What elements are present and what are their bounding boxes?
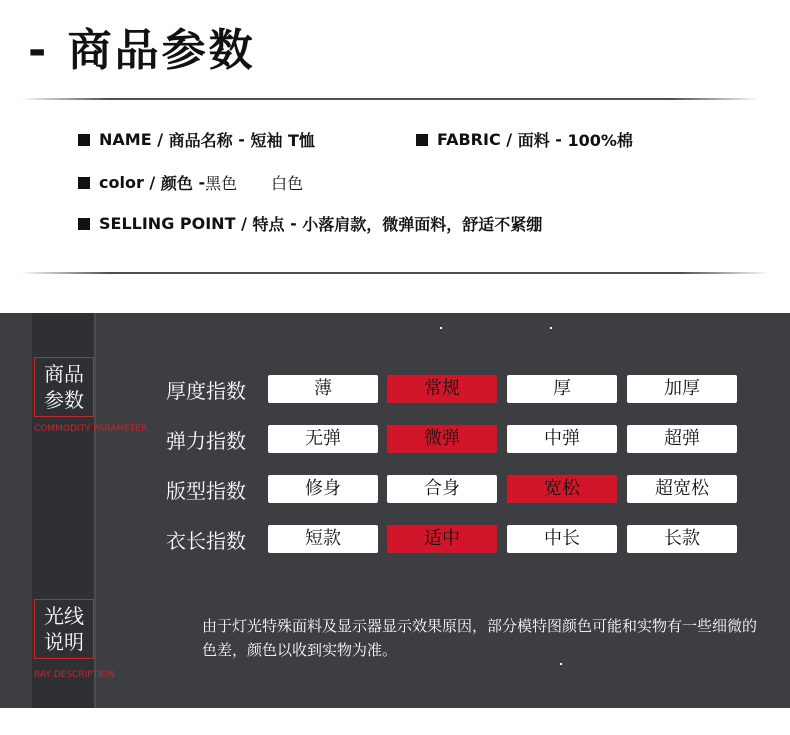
spec-selling-dash: - — [290, 214, 297, 233]
spec-fabric — [416, 128, 633, 151]
row-label-thickness: 厚度指数 — [166, 379, 246, 403]
option-elasticity-slight: 微弹 — [387, 425, 497, 453]
spec-fabric-slash: / — [506, 130, 513, 149]
option-elasticity-medium: 中弹 — [507, 425, 617, 453]
spec-selling-point — [78, 212, 542, 235]
option-elasticity-none: 无弹 — [268, 425, 378, 453]
option-thickness-thick: 厚 — [507, 375, 617, 403]
option-fit-regular: 合身 — [387, 475, 497, 503]
option-length-long: 长款 — [627, 525, 737, 553]
spec-color-key: color — [99, 173, 144, 192]
option-fit-slim: 修身 — [268, 475, 378, 503]
option-fit-extra-loose: 超宽松 — [627, 475, 737, 503]
spec-fabric-value: 100%棉 — [567, 131, 633, 150]
dust-dot — [440, 327, 442, 329]
spec-color — [78, 171, 303, 194]
spec-color-cn-key: 颜色 — [160, 174, 193, 193]
square-bullet-icon — [78, 177, 90, 189]
spec-fabric-key: FABRIC — [437, 130, 501, 149]
title-area — [0, 0, 790, 100]
option-thickness-extra-thick: 加厚 — [627, 375, 737, 403]
spec-color-value-black: 黑色 — [205, 174, 238, 193]
bottom-divider — [20, 272, 770, 274]
light-note: 由于灯光特殊面料及显示器显示效果原因，部分模特图颜色可能和实物有一些细微的色差，颜色以收到实物为准。 — [202, 617, 758, 659]
spec-name-slash: / — [157, 130, 164, 149]
spec-fabric-cn-key: 面料 — [517, 131, 550, 150]
strip-line — [94, 313, 96, 708]
square-bullet-icon — [78, 134, 90, 146]
option-length-short: 短款 — [268, 525, 378, 553]
light-section-label: 光线说明 — [34, 599, 94, 659]
top-divider — [20, 98, 760, 100]
spec-selling-value: 小落肩款，微弹面料，舒适不紧绷 — [302, 215, 543, 234]
spec-selling-cn-key: 特点 — [252, 215, 285, 234]
dust-dot — [550, 327, 552, 329]
dust-dot — [560, 663, 562, 665]
params-section-sub: COMMODITY PARAMETER — [34, 424, 148, 434]
spec-selling-key: SELLING POINT — [99, 214, 236, 233]
light-section-sub: RAY DESCRIPTION — [34, 670, 115, 680]
square-bullet-icon — [78, 218, 90, 230]
row-label-elasticity: 弹力指数 — [166, 429, 246, 453]
option-length-mid-long: 中长 — [507, 525, 617, 553]
option-thickness-regular: 常规 — [387, 375, 497, 403]
spec-color-dash: - — [198, 173, 206, 192]
row-label-length: 衣长指数 — [166, 529, 246, 553]
spec-name-dash: - — [238, 130, 245, 149]
option-fit-loose: 宽松 — [507, 475, 617, 503]
spec-name-key: NAME — [99, 130, 152, 149]
row-label-fit: 版型指数 — [166, 479, 246, 503]
spec-name-value: 短袖 T恤 — [250, 131, 315, 150]
option-elasticity-super: 超弹 — [627, 425, 737, 453]
spec-name-cn-key: 商品名称 — [168, 131, 233, 150]
spec-fabric-dash: - — [555, 130, 562, 149]
spec-selling-slash: / — [241, 214, 247, 233]
params-section-label: 商品参数 — [34, 357, 94, 417]
spec-color-slash: / — [149, 173, 156, 192]
spec-name — [78, 128, 315, 151]
spec-color-value-white: 白色 — [271, 174, 304, 193]
square-bullet-icon — [416, 134, 428, 146]
option-length-medium: 适中 — [387, 525, 497, 553]
page-title: - 商品参数 — [28, 25, 256, 76]
option-thickness-thin: 薄 — [268, 375, 378, 403]
